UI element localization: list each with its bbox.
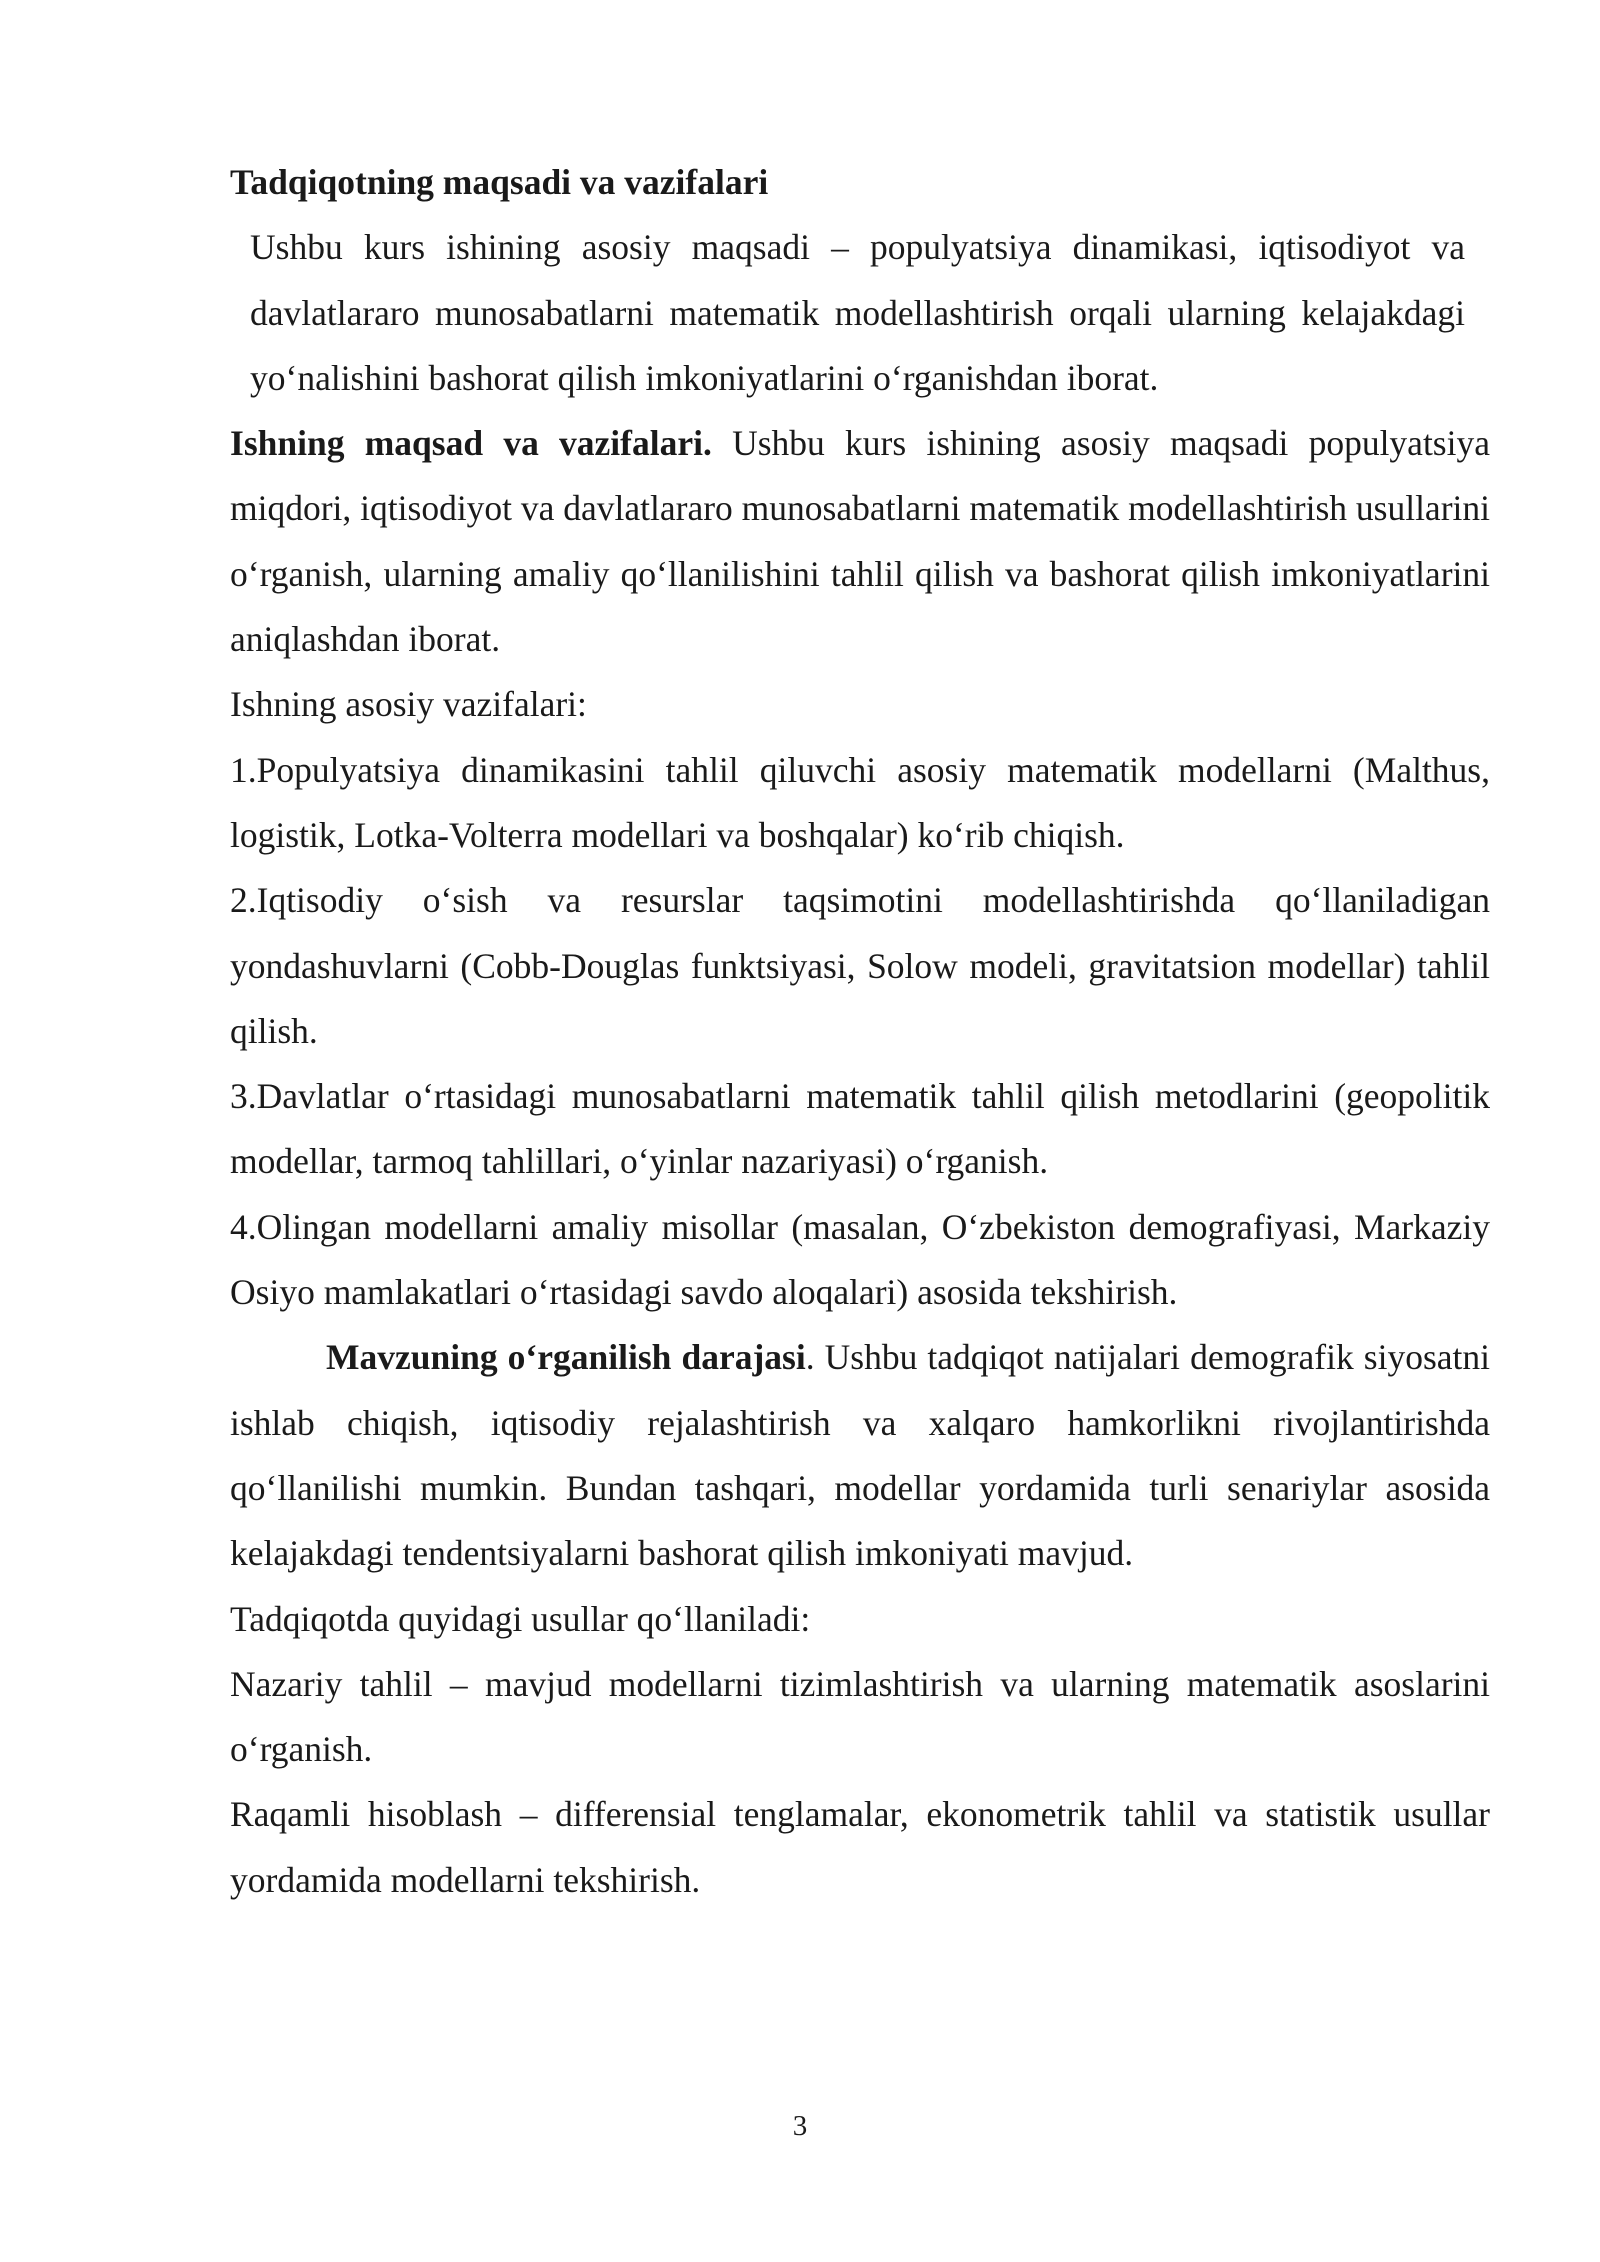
method-item-1: Nazariy tahlil – mavjud modellarni tizimlashtirish va ularning matematik asoslarini o‘rganish.	[230, 1663, 1490, 1770]
page-number: 3	[792, 2110, 808, 2142]
goal-paragraph	[230, 411, 1490, 672]
goal-label: Ishning maqsad va vazifalari.	[230, 423, 712, 464]
goal-text: Ushbu kurs ishining asosiy maqsadi populyatsiya miqdori, iqtisodiyot va davlatlararo munosabatlarni matematik modellashtirish usullarini o‘rganish, ularning amaliy qo‘llanilishini tahlil qilish va bashorat qilish imkoniyatlarini aniqlashdan iborat.	[230, 423, 1490, 660]
section-heading: Tadqiqotning maqsadi va vazifalari	[230, 162, 769, 202]
study-paragraph	[230, 1325, 1490, 1586]
task-item-3: 3.Davlatlar o‘rtasidagi munosabatlarni matematik tahlil qilish metodlarini (geopolitik modellar, tarmoq tahlillari, o‘yinlar nazariyasi) o‘rganish.	[230, 1076, 1490, 1182]
page-content	[230, 150, 1490, 1913]
method-item-2: Raqamli hisoblash – differensial tenglamalar, ekonometrik tahlil va statistik usullar yordamida modellarni tekshirish.	[230, 1794, 1490, 1900]
task-item-2: 2.Iqtisodiy o‘sish va resurslar taqsimotini modellashtirishda qo‘llaniladigan yondashuvlarni (Cobb-Douglas funktsiyasi, Solow modeli, gravitatsion modellar) tahlil qilish.	[230, 880, 1490, 1051]
methods-heading: Tadqiqotda quyidagi usullar qo‘llaniladi:	[230, 1598, 811, 1639]
tasks-heading: Ishning asosiy vazifalari:	[230, 684, 587, 725]
task-item-4: 4.Olingan modellarni amaliy misollar (masalan, O‘zbekiston demografiyasi, Markaziy Osiyo mamlakatlari o‘rtasidagi savdo aloqalari) asosida tekshirish.	[230, 1206, 1490, 1313]
intro-paragraph: Ushbu kurs ishining asosiy maqsadi – populyatsiya dinamikasi, iqtisodiyot va davlatlararo munosabatlarni matematik modellashtirish orqali ularning kelajakdagi yo‘nalishini bashorat qilish imkoniyatlarini o‘rganishdan iborat.	[250, 227, 1465, 398]
study-text: . Ushbu tadqiqot natijalari demografik siyosatni ishlab chiqish, iqtisodiy rejalashtirish va xalqaro hamkorlikni rivojlantirishda qo‘llanilishi mumkin. Bundan tashqari, modellar yordamida turli senariylar asosida kelajakdagi tendentsiyalarni bashorat qilish imkoniyati mavjud.	[230, 1337, 1490, 1574]
task-item-1: 1.Populyatsiya dinamikasini tahlil qiluvchi asosiy matematik modellarni (Malthus, logistik, Lotka-Volterra modellari va boshqalar) ko‘rib chiqish.	[230, 749, 1490, 855]
study-label: Mavzuning o‘rganilish darajasi	[326, 1337, 806, 1378]
